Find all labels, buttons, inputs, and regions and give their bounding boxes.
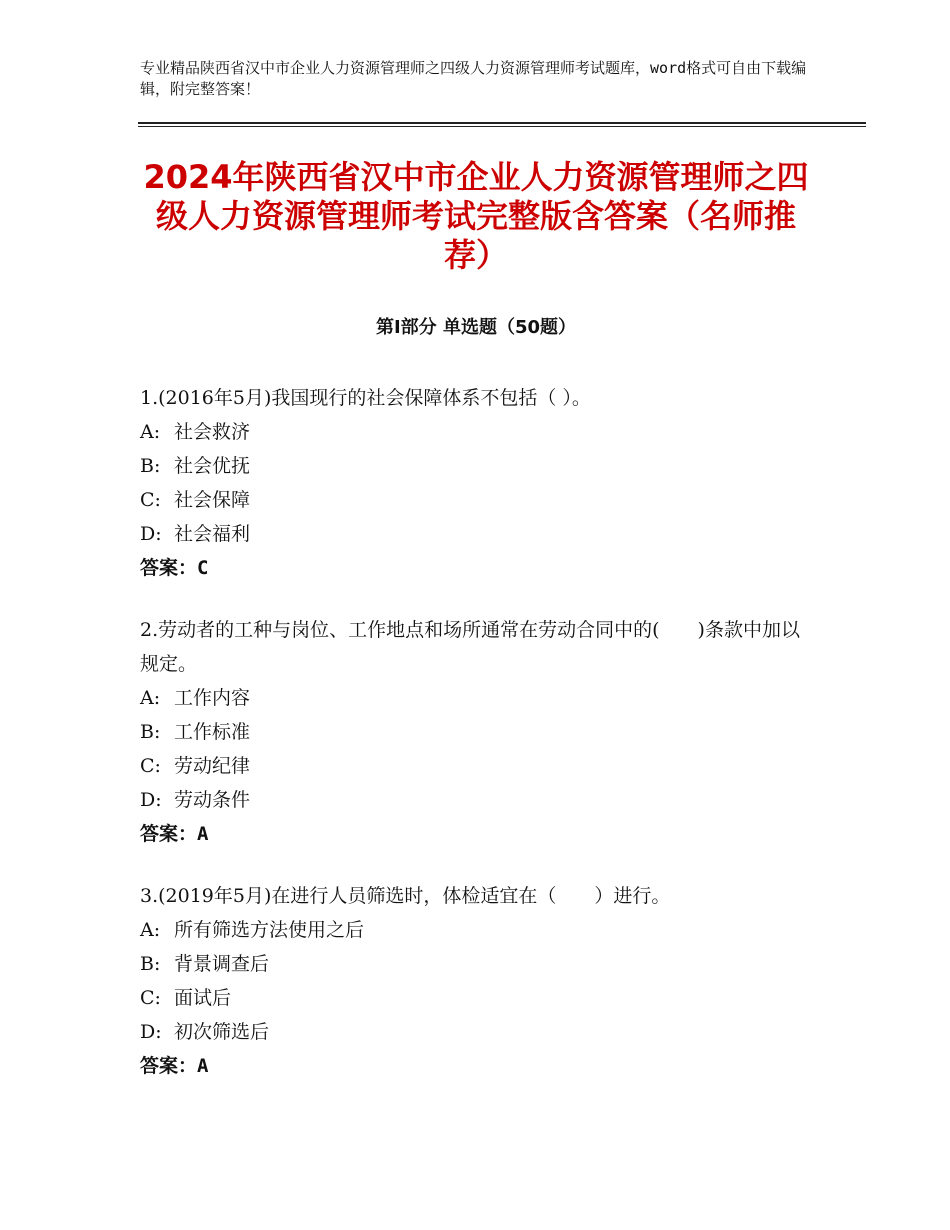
question-list <box>140 381 816 1111</box>
answer-line <box>140 551 816 585</box>
option-a <box>140 913 816 947</box>
answer-line <box>140 817 816 851</box>
option-text: 背景调查后 <box>174 953 270 975</box>
answer-value: A <box>197 823 209 845</box>
option-key: A: <box>140 687 161 709</box>
option-text: 劳动纪律 <box>174 755 251 777</box>
header-note: 专业精品陕西省汉中市企业人力资源管理师之四级人力资源管理师考试题库，word格式可自由下载编辑，附完整答案！ <box>140 59 807 98</box>
option-key: B: <box>140 953 161 975</box>
header-rule-thin <box>138 126 866 127</box>
answer-value: C <box>197 557 209 579</box>
answer-line <box>140 1049 816 1083</box>
header-rule-thick <box>138 122 866 124</box>
option-text: 社会优抚 <box>174 455 251 477</box>
option-d <box>140 517 816 551</box>
answer-label: 答案： <box>140 1055 198 1077</box>
option-text: 社会福利 <box>174 523 251 545</box>
option-key: A: <box>140 421 161 443</box>
option-b <box>140 449 816 483</box>
question-stem: 1.(2016年5月)我国现行的社会保障体系不包括（ ）。 <box>140 387 591 409</box>
option-key: B: <box>140 455 161 477</box>
option-c <box>140 981 816 1015</box>
section-title: 第Ⅰ部分 单选题（50题） <box>375 317 576 338</box>
option-key: C: <box>140 755 161 777</box>
option-text: 所有筛选方法使用之后 <box>174 919 365 941</box>
option-text: 初次筛选后 <box>174 1021 270 1043</box>
question-item <box>140 613 816 851</box>
option-b <box>140 947 816 981</box>
option-key: C: <box>140 489 161 511</box>
option-key: A: <box>140 919 161 941</box>
option-text: 劳动条件 <box>174 789 251 811</box>
answer-label: 答案： <box>140 823 198 845</box>
question-stem: 2.劳动者的工种与岗位、工作地点和场所通常在劳动合同中的( )条款中加以规定。 <box>140 619 800 675</box>
option-d <box>140 1015 816 1049</box>
option-text: 工作内容 <box>174 687 251 709</box>
document-title: 2024年陕西省汉中市企业人力资源管理师之四级人力资源管理师考试完整版含答案（名师推荐） <box>143 158 809 274</box>
option-text: 社会保障 <box>174 489 251 511</box>
option-key: D: <box>140 789 162 811</box>
option-text: 面试后 <box>174 987 232 1009</box>
option-c <box>140 749 816 783</box>
option-key: D: <box>140 1021 162 1043</box>
question-item <box>140 879 816 1083</box>
answer-value: A <box>197 1055 209 1077</box>
option-key: C: <box>140 987 161 1009</box>
option-key: B: <box>140 721 161 743</box>
option-c <box>140 483 816 517</box>
option-text: 社会救济 <box>174 421 251 443</box>
answer-label: 答案： <box>140 557 198 579</box>
option-a <box>140 415 816 449</box>
option-key: D: <box>140 523 162 545</box>
option-b <box>140 715 816 749</box>
question-item <box>140 381 816 585</box>
option-a <box>140 681 816 715</box>
question-stem: 3.(2019年5月)在进行人员筛选时，体检适宜在（ ）进行。 <box>140 885 671 907</box>
option-d <box>140 783 816 817</box>
option-text: 工作标准 <box>174 721 251 743</box>
